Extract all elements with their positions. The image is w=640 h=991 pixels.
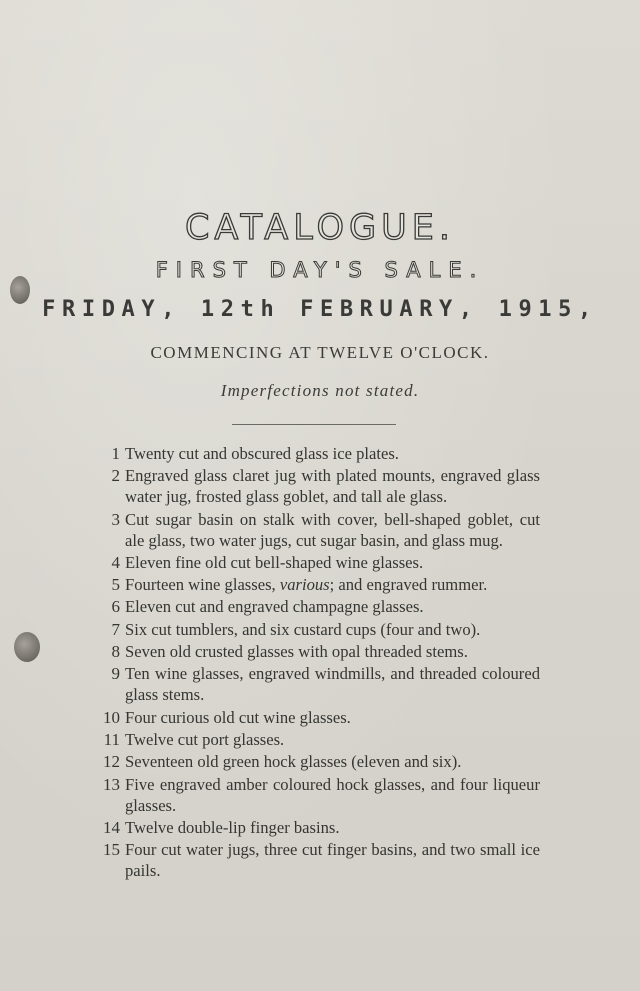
lot-number: 6 (111, 597, 120, 617)
lot-number: 9 (111, 664, 120, 684)
lot-item (90, 465, 540, 507)
catalogue-title: CATALOGUE. (184, 208, 456, 248)
lot-item (90, 443, 540, 464)
lot-description: Twenty cut and obscured glass ice plates. (125, 444, 399, 463)
sale-date: FRIDAY, 12th FEBRUARY, 1915, (42, 297, 598, 322)
lot-number: 5 (111, 575, 120, 595)
lot-item (90, 619, 540, 640)
lot-description: Cut sugar basin on stalk with cover, bell-shaped goblet, cut ale glass, two water jugs, cut sugar basin, and glass mug. (125, 509, 540, 550)
lot-number: 13 (103, 774, 120, 794)
lot-item (90, 574, 540, 595)
lot-item (90, 663, 540, 705)
lot-item (90, 596, 540, 617)
lot-description-italic: various (279, 575, 330, 595)
lot-number: 3 (111, 509, 120, 529)
lot-description-part: ; and engraved rummer. (329, 575, 488, 595)
lot-description-part: Fourteen wine glasses, (125, 575, 280, 595)
lot-description: Four curious old cut wine glasses. (125, 707, 351, 727)
sale-time: COMMENCING AT TWELVE O'CLOCK. (150, 343, 490, 362)
sale-day-heading: FIRST DAY'S SALE. (155, 258, 485, 282)
section-divider (232, 424, 396, 425)
lot-item (90, 751, 540, 772)
lot-item (90, 641, 540, 662)
lot-number: 7 (111, 619, 120, 639)
lot-item (90, 707, 540, 728)
lot-description: Eleven cut and engraved champagne glasses. (125, 597, 424, 617)
lot-item (90, 839, 540, 881)
lot-number: 12 (103, 752, 120, 772)
lot-item (90, 552, 540, 573)
lot-number: 1 (111, 444, 120, 463)
lot-description: Twelve double-lip finger basins. (125, 817, 340, 837)
lot-number: 10 (103, 707, 120, 727)
lot-description: Eleven fine old cut bell-shaped wine glasses. (125, 552, 424, 572)
lot-list (90, 443, 540, 882)
lot-number: 8 (111, 642, 120, 662)
lot-description: Seven old crusted glasses with opal threaded stems. (125, 642, 468, 662)
lot-number: 4 (111, 552, 120, 572)
lot-description: Five engraved amber coloured hock glasses, and four liqueur glasses. (125, 774, 540, 815)
lot-number: 11 (103, 729, 120, 749)
paper-spot-middle (14, 632, 40, 662)
imperfections-note: Imperfections not stated. (220, 381, 420, 400)
lot-description: Engraved glass claret jug with plated mounts, engraved glass water jug, frosted glass goblet, and tall ale glass. (125, 466, 540, 507)
lot-description: Six cut tumblers, and six custard cups (four and two). (125, 619, 481, 639)
lot-description: Ten wine glasses, engraved windmills, and threaded coloured glass stems. (125, 664, 540, 705)
lot-item (90, 817, 540, 838)
lot-item (90, 774, 540, 816)
lot-number: 15 (103, 840, 120, 860)
lot-item (90, 729, 540, 750)
lot-item (90, 509, 540, 551)
lot-number: 14 (103, 817, 120, 837)
lot-description: Twelve cut port glasses. (125, 729, 285, 749)
lot-description: Seventeen old green hock glasses (eleven and six). (125, 752, 462, 772)
lot-description (125, 575, 487, 594)
lot-number: 2 (111, 466, 120, 486)
lot-description: Four cut water jugs, three cut finger basins, and two small ice pails. (125, 840, 540, 881)
